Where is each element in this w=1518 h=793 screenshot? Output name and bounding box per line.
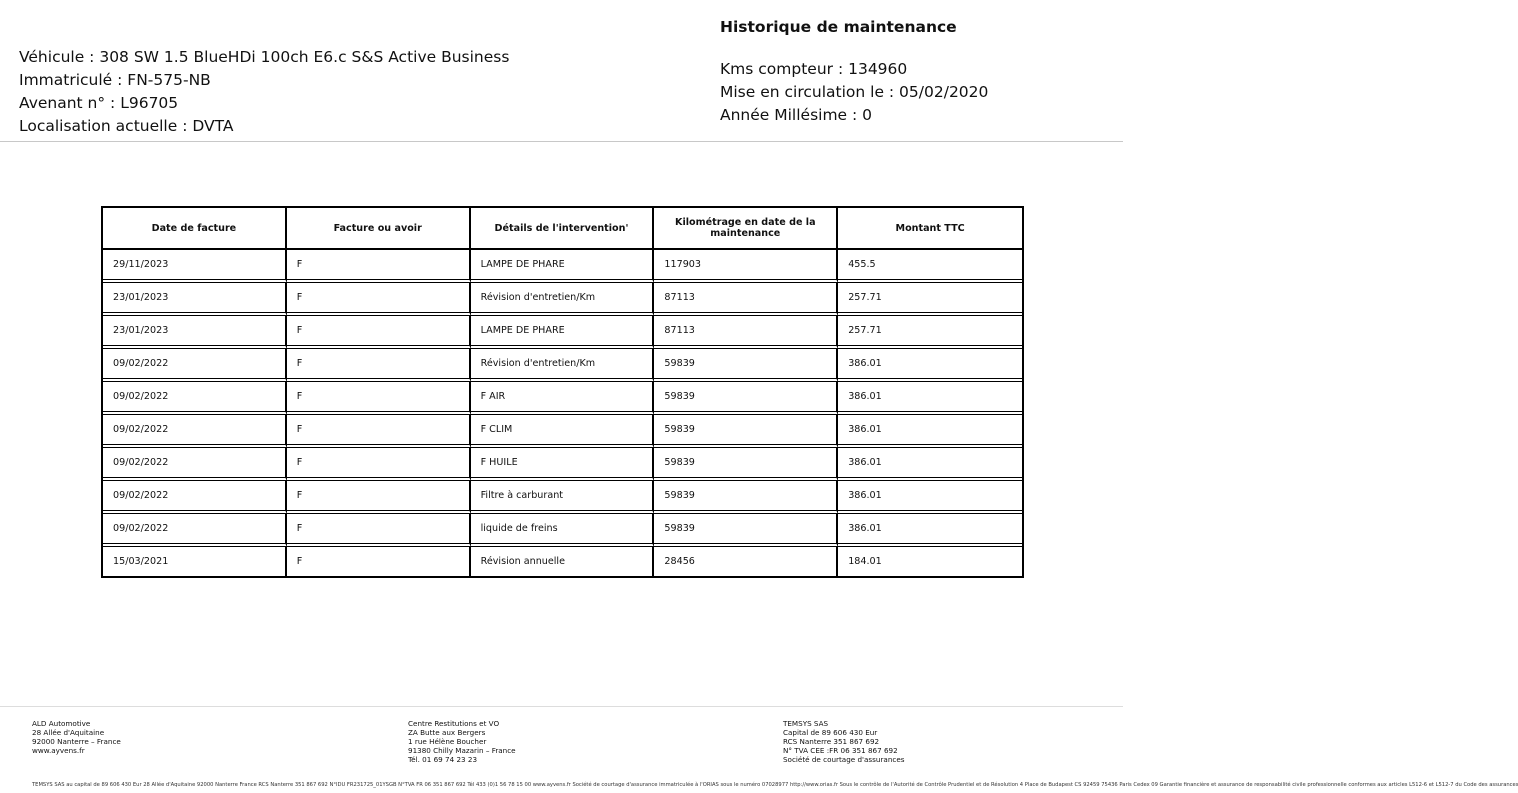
intervention-cell: F AIR — [471, 382, 655, 415]
invoice-type-cell: F — [287, 481, 471, 514]
table-row — [103, 448, 1022, 481]
legal-notice: TEMSYS SAS au capital de 89 606 430 Eur 28 Allée d'Aquitaine 92000 Nanterre France RCS Nanterre 351 867 692 N°IDU FR231725_01YSGB N°TVA FR 06 351 867 692 Tél 433 (0)1 56 78 15 00 www.ayvens.fr Société de courtage d'assurance immatriculée à l'ORIAS sous le numéro 07028977 http://www.orias.fr Sous le contrôle de l'Autorité de Contrôle Prudentiel et de Résolution 4 Place de Budapest CS 92459 75436 Paris Cedex 09 Garantie financière et assurance de responsabilité civile professionnelle conformes aux articles L512-6 et L512-7 du Code des assurances — [32, 782, 1518, 788]
footer-right-line: Capital de 89 606 430 Eur — [783, 728, 878, 737]
invoice-type-cell: F — [287, 250, 471, 283]
table-row — [103, 283, 1022, 316]
vehicle-registration: Immatriculé : FN-575-NB — [19, 71, 211, 89]
vehicle-info — [19, 46, 509, 138]
footer-right-line: N° TVA CEE :FR 06 351 867 692 — [783, 746, 898, 755]
page-title: Historique de maintenance — [720, 18, 957, 36]
vehicle-location: Localisation actuelle : DVTA — [19, 117, 234, 135]
table-row — [103, 250, 1022, 283]
footer-center-line: ZA Butte aux Bergers — [408, 728, 486, 737]
first-registration-date: Mise en circulation le : 05/02/2020 — [720, 83, 989, 101]
intervention-cell: F CLIM — [471, 415, 655, 448]
footer-address-left — [32, 719, 121, 755]
footer-divider — [0, 706, 1123, 707]
amount-cell: 386.01 — [838, 481, 1022, 514]
footer-center-line: Tél. 01 69 74 23 23 — [408, 755, 478, 764]
column-header-intervention: Détails de l'intervention' — [471, 208, 655, 250]
invoice-date-cell: 09/02/2022 — [103, 514, 287, 547]
table-row — [103, 316, 1022, 349]
table-row — [103, 382, 1022, 415]
table-row — [103, 415, 1022, 448]
amount-cell: 386.01 — [838, 382, 1022, 415]
invoice-type-cell: F — [287, 349, 471, 382]
mileage-cell: 59839 — [654, 349, 838, 382]
mileage-cell: 59839 — [654, 415, 838, 448]
intervention-cell: Filtre à carburant — [471, 481, 655, 514]
table-row — [103, 514, 1022, 547]
invoice-date-cell: 09/02/2022 — [103, 481, 287, 514]
invoice-date-cell: 09/02/2022 — [103, 382, 287, 415]
vehicle-model: Véhicule : 308 SW 1.5 BlueHDi 100ch E6.c S&S Active Business — [19, 48, 510, 66]
mileage-cell: 117903 — [654, 250, 838, 283]
invoice-type-cell: F — [287, 448, 471, 481]
column-header-invoice-date: Date de facture — [103, 208, 287, 250]
footer-left-line: 92000 Nanterre – France — [32, 737, 121, 746]
amount-cell: 386.01 — [838, 448, 1022, 481]
mileage-cell: 59839 — [654, 514, 838, 547]
invoice-date-cell: 23/01/2023 — [103, 316, 287, 349]
invoice-type-cell: F — [287, 514, 471, 547]
column-header-mileage: Kilométrage en date de la maintenance — [654, 208, 838, 250]
vehicle-amendment: Avenant n° : L96705 — [19, 94, 179, 112]
invoice-date-cell: 09/02/2022 — [103, 448, 287, 481]
invoice-date-cell: 15/03/2021 — [103, 547, 287, 576]
mileage-cell: 87113 — [654, 283, 838, 316]
mileage-cell: 87113 — [654, 316, 838, 349]
table-row — [103, 547, 1022, 576]
amount-cell: 455.5 — [838, 250, 1022, 283]
footer-right-line: RCS Nanterre 351 867 692 — [783, 737, 880, 746]
mileage-cell: 59839 — [654, 481, 838, 514]
amount-cell: 386.01 — [838, 415, 1022, 448]
invoice-date-cell: 09/02/2022 — [103, 415, 287, 448]
intervention-cell: Révision d'entretien/Km — [471, 283, 655, 316]
amount-cell: 386.01 — [838, 349, 1022, 382]
table-header-row — [103, 208, 1022, 250]
amount-cell: 257.71 — [838, 283, 1022, 316]
table-row — [103, 481, 1022, 514]
mileage-cell: 59839 — [654, 382, 838, 415]
invoice-date-cell: 23/01/2023 — [103, 283, 287, 316]
table-row — [103, 349, 1022, 382]
footer-right-line: Société de courtage d'assurances — [783, 755, 905, 764]
intervention-cell: F HUILE — [471, 448, 655, 481]
intervention-cell: LAMPE DE PHARE — [471, 316, 655, 349]
model-year: Année Millésime : 0 — [720, 106, 873, 124]
footer-center-line: 91380 Chilly Mazarin – France — [408, 746, 516, 755]
invoice-type-cell: F — [287, 415, 471, 448]
odometer-reading: Kms compteur : 134960 — [720, 60, 908, 78]
footer-address-right — [783, 719, 905, 764]
footer-right-line: TEMSYS SAS — [783, 719, 829, 728]
amount-cell: 386.01 — [838, 514, 1022, 547]
amount-cell: 257.71 — [838, 316, 1022, 349]
amount-cell: 184.01 — [848, 556, 882, 567]
footer-left-line: ALD Automotive — [32, 719, 91, 728]
intervention-cell: LAMPE DE PHARE — [471, 250, 655, 283]
footer-website-link[interactable]: www.ayvens.fr — [32, 746, 85, 755]
invoice-date-cell: 09/02/2022 — [103, 349, 287, 382]
intervention-cell: Révision d'entretien/Km — [471, 349, 655, 382]
footer-center-line: 1 rue Hélène Boucher — [408, 737, 487, 746]
intervention-cell: Révision annuelle — [471, 547, 655, 576]
footer-left-line: 28 Allée d'Aquitaine — [32, 728, 105, 737]
invoice-type-cell: F — [287, 316, 471, 349]
invoice-type-cell: F — [287, 547, 471, 576]
intervention-cell: liquide de freins — [471, 514, 655, 547]
invoice-type-cell: F — [287, 283, 471, 316]
column-header-invoice-type: Facture ou avoir — [287, 208, 471, 250]
header-divider — [0, 141, 1123, 142]
invoice-type-cell: F — [287, 382, 471, 415]
footer-address-center — [408, 719, 516, 764]
invoice-date-cell: 29/11/2023 — [103, 250, 287, 283]
column-header-amount: Montant TTC — [838, 208, 1022, 250]
mileage-cell: 59839 — [654, 448, 838, 481]
footer-center-line: Centre Restitutions et VO — [408, 719, 500, 728]
vehicle-summary — [720, 58, 988, 127]
mileage-cell: 28456 — [654, 547, 838, 576]
maintenance-table — [101, 206, 1024, 578]
